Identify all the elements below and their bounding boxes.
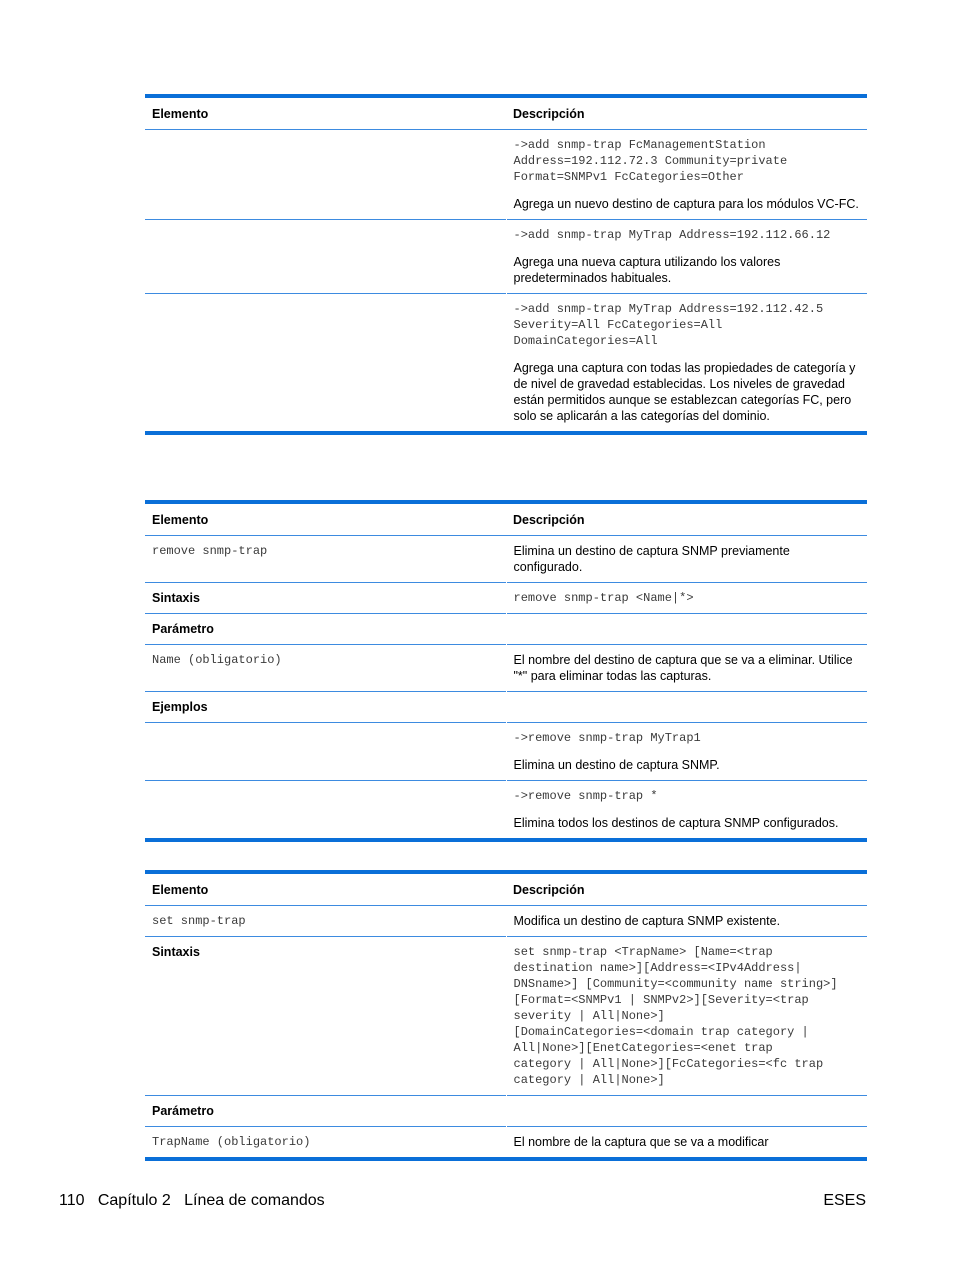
table-row (145, 130, 867, 220)
syntax-code: set snmp-trap <TrapName> [Name=<trap destination name>][Address=<IPv4Address| DNSname>] [Community=<community name string>] [Format=<SNMPv1 | SNMPv2>][Severity=<trap severity | All|None>] [DomainCategories=<domain trap category | All|None>][EnetCategories=<enet trap category | All|None>][FcCategories=<fc trap category | All|None>] (513, 945, 838, 1087)
example-command: ->remove snmp-trap MyTrap1 (513, 731, 701, 745)
command-name: remove snmp-trap (152, 544, 268, 558)
parameter-label: Parámetro (145, 1096, 506, 1127)
header-descripcion: Descripción (506, 96, 867, 130)
header-descripcion: Descripción (506, 872, 867, 906)
remove-snmp-trap-table (145, 500, 867, 842)
example-description: Agrega un nuevo destino de captura para los módulos VC-FC. (513, 197, 859, 211)
table-row (145, 294, 867, 434)
parameter-description: El nombre del destino de captura que se va a eliminar. Utilice "*" para eliminar todas las capturas. (513, 653, 853, 683)
syntax-label: Sintaxis (145, 937, 506, 1096)
example-command: ->remove snmp-trap * (513, 789, 658, 803)
command-description: Modifica un destino de captura SNMP existente. (513, 914, 781, 928)
set-snmp-trap-table (145, 870, 867, 1161)
parameter-name: TrapName (obligatorio) (152, 1135, 311, 1149)
table-header-row (145, 502, 867, 536)
parameter-name: Name (obligatorio) (152, 653, 282, 667)
add-snmp-trap-examples-table (145, 94, 867, 435)
example-command: ->add snmp-trap MyTrap Address=192.112.42.5 Severity=All FcCategories=All DomainCategories=All (513, 302, 824, 348)
command-name: set snmp-trap (152, 914, 246, 928)
examples-label: Ejemplos (145, 692, 506, 723)
table-header-row (145, 96, 867, 130)
table-row (145, 906, 867, 937)
header-descripcion: Descripción (506, 502, 867, 536)
example-description: Elimina un destino de captura SNMP. (513, 758, 720, 772)
page-footer-locale: ESES (823, 1192, 866, 1209)
table-row (145, 536, 867, 583)
table-row (145, 220, 867, 294)
table-row (145, 723, 867, 781)
table-row (145, 614, 867, 645)
parameter-description: El nombre de la captura que se va a modificar (513, 1135, 769, 1149)
example-description: Agrega una nueva captura utilizando los valores predeterminados habituales. (513, 255, 781, 285)
header-elemento: Elemento (145, 872, 506, 906)
header-elemento: Elemento (145, 96, 506, 130)
example-command: ->add snmp-trap MyTrap Address=192.112.66.12 (513, 228, 831, 242)
table-row (145, 781, 867, 841)
table-row (145, 583, 867, 614)
table-row (145, 1096, 867, 1127)
parameter-label: Parámetro (145, 614, 506, 645)
example-description: Agrega una captura con todas las propiedades de categoría y de nivel de gravedad establecidas. Los niveles de gravedad están permitidos aunque se establezcan categorías FC, pero solo se aplicarán a las categorías del dominio. (513, 361, 856, 423)
table-row (145, 692, 867, 723)
example-description: Elimina todos los destinos de captura SNMP configurados. (513, 816, 839, 830)
header-elemento: Elemento (145, 502, 506, 536)
command-description: Elimina un destino de captura SNMP previamente configurado. (513, 544, 790, 574)
table-row (145, 1127, 867, 1160)
syntax-label: Sintaxis (145, 583, 506, 614)
table-row (145, 937, 867, 1096)
example-command: ->add snmp-trap FcManagementStation Address=192.112.72.3 Community=private Format=SNMPv1 FcCategories=Other (513, 138, 788, 184)
syntax-code: remove snmp-trap <Name|*> (513, 591, 694, 605)
page-footer-chapter: 110 Capítulo 2 Línea de comandos (59, 1192, 325, 1209)
table-row (145, 645, 867, 692)
table-header-row (145, 872, 867, 906)
